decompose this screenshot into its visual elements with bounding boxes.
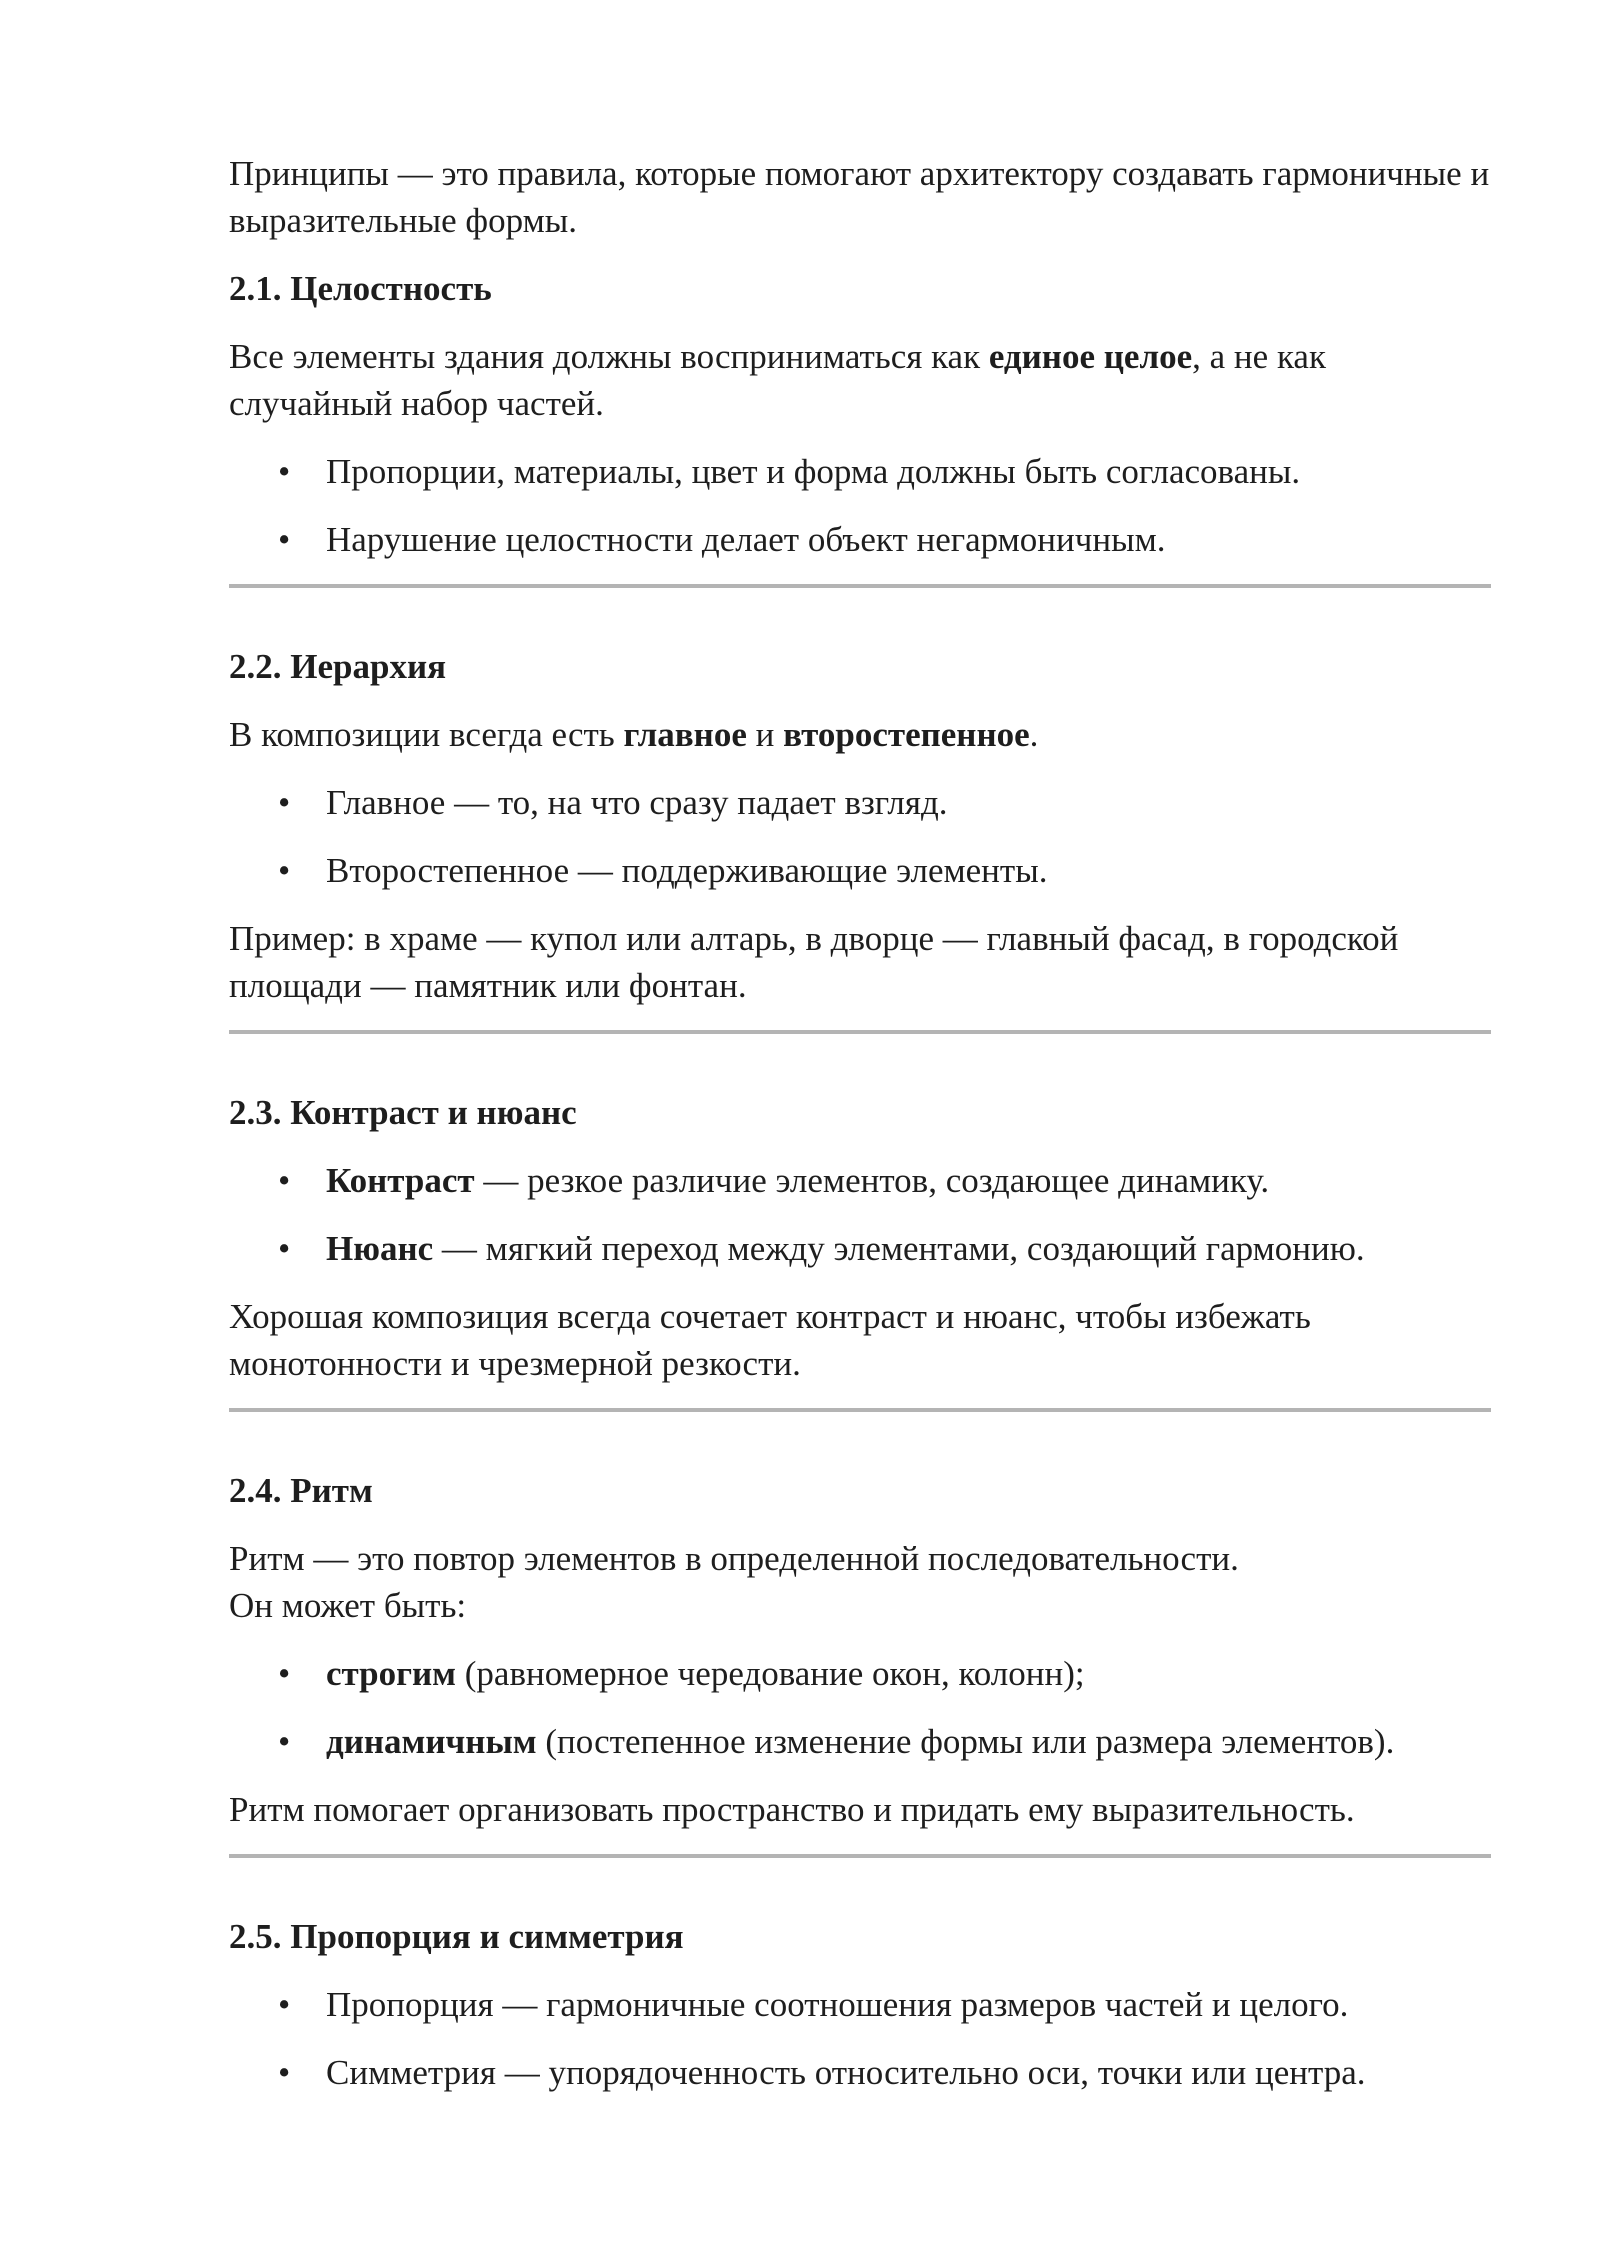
text-run: Все элементы здания должны восприниматься как bbox=[229, 337, 989, 376]
section-paragraph bbox=[229, 711, 1491, 758]
text-run: (постепенное изменение формы или размера элементов). bbox=[536, 1722, 1395, 1761]
section-hierarchy bbox=[229, 643, 1491, 1009]
section-paragraph bbox=[229, 333, 1491, 427]
bullet-list bbox=[229, 448, 1491, 563]
section-divider bbox=[229, 1408, 1491, 1412]
list-item: • Пропорции, материалы, цвет и форма должны быть согласованы. bbox=[229, 448, 1491, 495]
section-heading: 2.2. Иерархия bbox=[229, 647, 447, 686]
document-page bbox=[229, 150, 1491, 2117]
list-item bbox=[229, 1650, 1491, 1697]
text-run: В композиции всегда есть bbox=[229, 715, 624, 754]
section-proportion-symmetry bbox=[229, 1913, 1491, 2096]
section-contrast-nuance bbox=[229, 1089, 1491, 1387]
bullet-list bbox=[229, 1157, 1491, 1272]
bold-term: второстепенное bbox=[783, 715, 1030, 754]
section-divider bbox=[229, 1854, 1491, 1858]
section-rhythm bbox=[229, 1467, 1491, 1833]
list-item: • Второстепенное — поддерживающие элементы. bbox=[229, 847, 1491, 894]
text-run: — мягкий переход между элементами, создающий гармонию. bbox=[433, 1229, 1365, 1268]
note-paragraph: Хорошая композиция всегда сочетает контраст и нюанс, чтобы избежать монотонности и чрезмерной резкости. bbox=[229, 1297, 1311, 1383]
bold-term: динамичным bbox=[326, 1722, 537, 1761]
bold-term: главное bbox=[623, 715, 747, 754]
section-heading: 2.1. Целостность bbox=[229, 269, 492, 308]
section-heading: 2.5. Пропорция и симметрия bbox=[229, 1917, 684, 1956]
text-run: . bbox=[1029, 715, 1039, 754]
bullet-list bbox=[229, 1981, 1491, 2096]
text-run: — резкое различие элементов, создающее динамику. bbox=[474, 1161, 1270, 1200]
section-divider bbox=[229, 584, 1491, 588]
list-item: • Симметрия — упорядоченность относительно оси, точки или центра. bbox=[229, 2049, 1491, 2096]
section-heading: 2.4. Ритм bbox=[229, 1471, 373, 1510]
bullet-list bbox=[229, 779, 1491, 894]
bullet-list bbox=[229, 1650, 1491, 1765]
bold-term: Контраст bbox=[326, 1161, 475, 1200]
text-run: Он может быть: bbox=[229, 1586, 467, 1625]
intro-paragraph: Принципы — это правила, которые помогают архитектору создавать гармоничные и выразительные формы. bbox=[229, 154, 1490, 240]
section-heading: 2.3. Контраст и нюанс bbox=[229, 1093, 577, 1132]
note-paragraph: Ритм помогает организовать пространство и придать ему выразительность. bbox=[229, 1790, 1355, 1829]
text-run: , а не как случайный набор частей. bbox=[229, 337, 1326, 423]
text-run: Ритм — это повтор элементов в определенной последовательности. bbox=[229, 1539, 1239, 1578]
list-item bbox=[229, 1157, 1491, 1204]
list-item bbox=[229, 1718, 1491, 1765]
list-item: • Главное — то, на что сразу падает взгляд. bbox=[229, 779, 1491, 826]
section-divider bbox=[229, 1030, 1491, 1034]
bold-term: строгим bbox=[326, 1654, 457, 1693]
section-paragraph bbox=[229, 1535, 1491, 1629]
list-item: • Пропорция — гармоничные соотношения размеров частей и целого. bbox=[229, 1981, 1491, 2028]
section-integrity bbox=[229, 265, 1491, 563]
text-run: и bbox=[746, 715, 784, 754]
text-run: (равномерное чередование окон, колонн); bbox=[456, 1654, 1085, 1693]
bold-term: Нюанс bbox=[326, 1229, 434, 1268]
list-item: • Нарушение целостности делает объект негармоничным. bbox=[229, 516, 1491, 563]
bold-term: единое целое bbox=[988, 337, 1193, 376]
list-item bbox=[229, 1225, 1491, 1272]
example-paragraph: Пример: в храме — купол или алтарь, в дворце — главный фасад, в городской площади — памятник или фонтан. bbox=[229, 919, 1399, 1005]
